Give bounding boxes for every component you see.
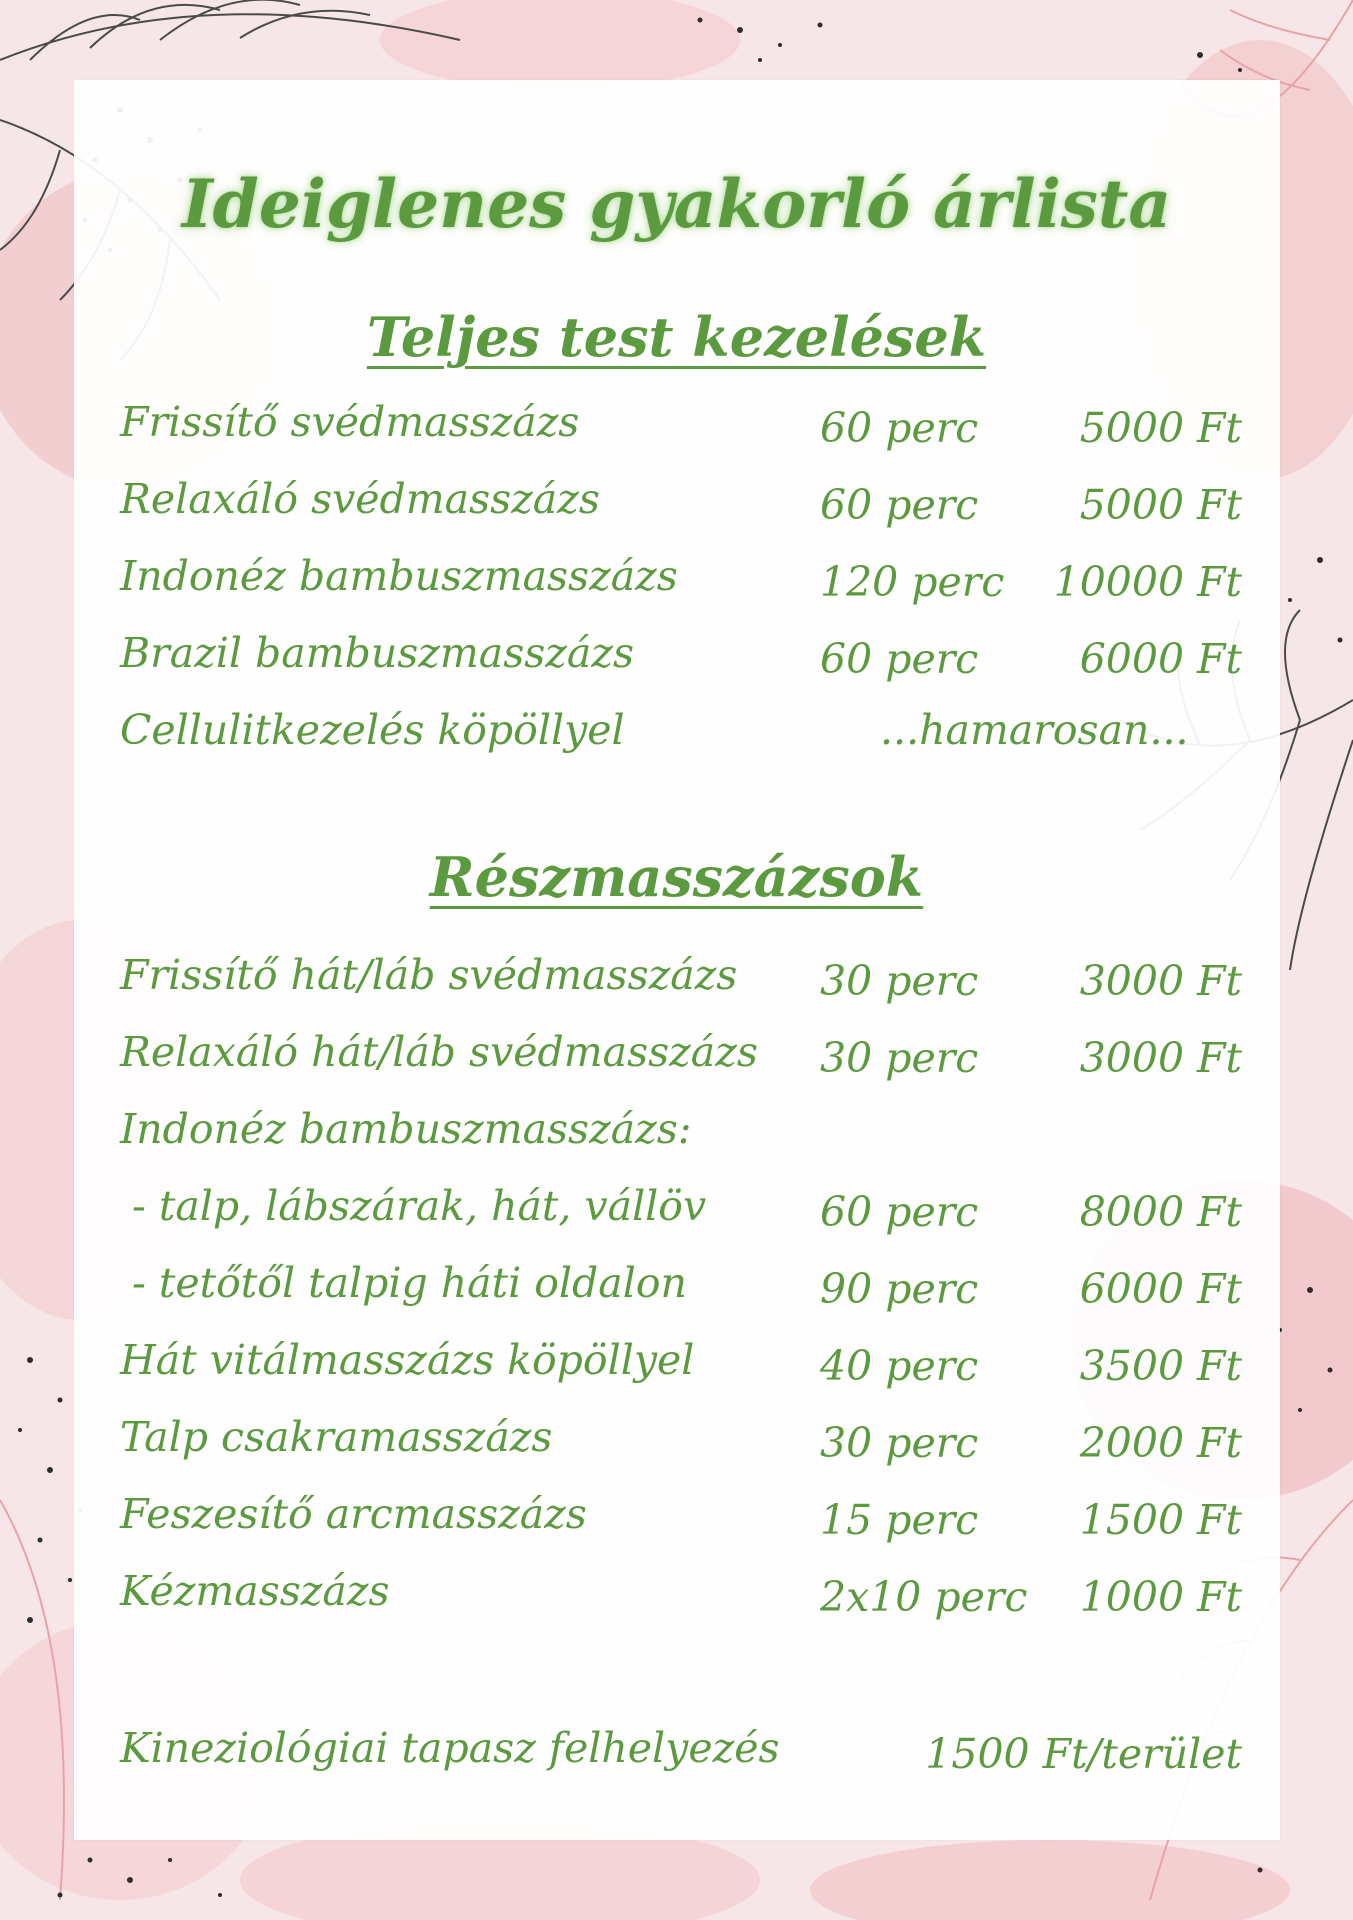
service-price: 5000 Ft: [1079, 404, 1242, 452]
service-price: 1500 Ft: [1079, 1496, 1242, 1544]
service-name: Talp csakramasszázs: [120, 1413, 553, 1461]
service-price: 3500 Ft: [1079, 1342, 1242, 1390]
list-item: [120, 1176, 1242, 1236]
list-item: [120, 1330, 1242, 1390]
list-item: [120, 469, 1242, 529]
service-price: 3000 Ft: [1079, 957, 1242, 1005]
service-name: Hát vitálmasszázs köpöllyel: [120, 1336, 695, 1384]
service-duration: 60 perc: [820, 404, 979, 452]
service-name: Kineziológiai tapasz felhelyezés: [120, 1724, 780, 1772]
service-duration: 30 perc: [820, 957, 979, 1005]
service-name: Indonéz bambuszmasszázs: [120, 552, 678, 600]
page-title: Ideiglenes gyakorló árlista: [181, 165, 1172, 243]
service-name: Brazil bambuszmasszázs: [120, 629, 634, 677]
service-duration: 40 perc: [820, 1342, 979, 1390]
list-item: [120, 1099, 1242, 1159]
service-name: Relaxáló hát/láb svédmasszázs: [120, 1028, 758, 1076]
service-name: - talp, lábszárak, hát, vállöv: [132, 1182, 707, 1230]
list-item: [120, 945, 1242, 1005]
list-item: [120, 1484, 1242, 1544]
list-item: [120, 546, 1242, 606]
service-duration: 60 perc: [820, 1188, 979, 1236]
list-item: [120, 700, 1242, 760]
service-price: 6000 Ft: [1079, 635, 1242, 683]
list-item: [120, 1253, 1242, 1313]
service-name: Frissítő hát/láb svédmasszázs: [120, 951, 738, 999]
service-price: 3000 Ft: [1079, 1034, 1242, 1082]
service-price: 6000 Ft: [1079, 1265, 1242, 1313]
section-heading-partial-massages: Részmasszázsok: [429, 845, 924, 909]
coming-soon-note: ...hamarosan...: [880, 706, 1189, 754]
service-duration: 120 perc: [820, 558, 1005, 606]
service-price: 1000 Ft: [1079, 1573, 1242, 1621]
list-item: [120, 1022, 1242, 1082]
service-duration: 30 perc: [820, 1419, 979, 1467]
service-name: Kézmasszázs: [120, 1567, 390, 1615]
service-name: Frissítő svédmasszázs: [120, 398, 580, 446]
service-name: Relaxáló svédmasszázs: [120, 475, 600, 523]
section-heading-full-body: Teljes test kezelések: [366, 305, 987, 369]
service-name: Cellulitkezelés köpöllyel: [120, 706, 625, 754]
service-duration: 30 perc: [820, 1034, 979, 1082]
service-name: Feszesítő arcmasszázs: [120, 1490, 587, 1538]
list-item: [120, 1407, 1242, 1467]
list-item: [120, 392, 1242, 452]
list-item: [120, 623, 1242, 683]
service-price: 8000 Ft: [1079, 1188, 1242, 1236]
service-duration: 15 perc: [820, 1496, 979, 1544]
service-price: 10000 Ft: [1053, 558, 1242, 606]
service-duration: 60 perc: [820, 635, 979, 683]
service-duration: 60 perc: [820, 481, 979, 529]
service-price: 1500 Ft/terület: [925, 1730, 1242, 1778]
footer-item: [120, 1718, 1242, 1778]
service-price: 5000 Ft: [1079, 481, 1242, 529]
service-price: 2000 Ft: [1079, 1419, 1242, 1467]
service-duration: 90 perc: [820, 1265, 979, 1313]
list-item: [120, 1561, 1242, 1621]
service-duration: 2x10 perc: [820, 1573, 1028, 1621]
service-group-name: Indonéz bambuszmasszázs:: [120, 1105, 692, 1153]
service-name: - tetőtől talpig háti oldalon: [132, 1259, 687, 1307]
